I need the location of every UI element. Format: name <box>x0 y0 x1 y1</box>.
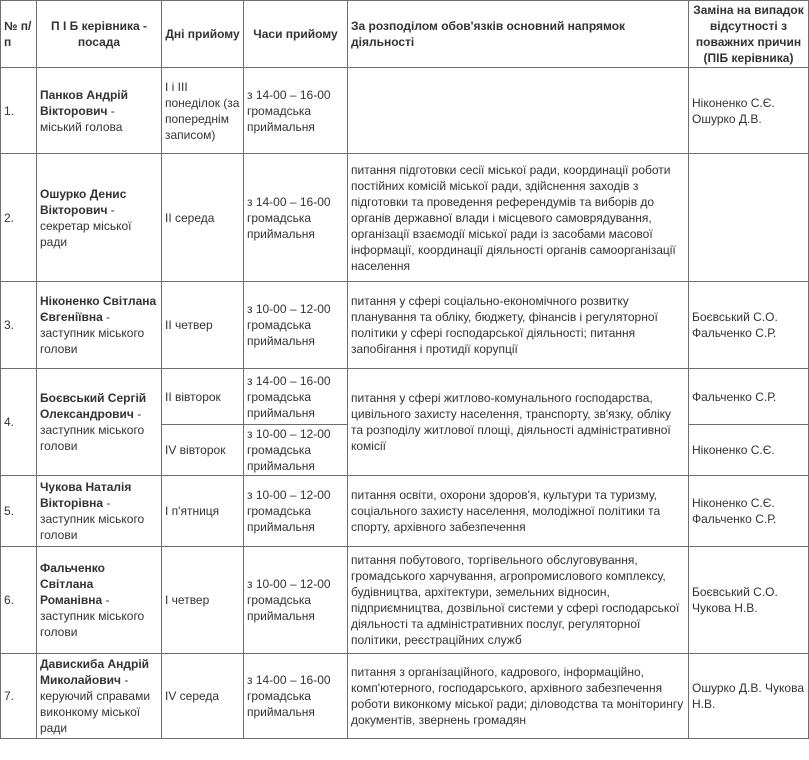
person-name: Боєвський Сергій Олександрович <box>40 391 147 421</box>
header-name: П І Б керівника - посада <box>37 1 162 68</box>
row-person <box>37 68 162 154</box>
person-position: - заступник міського голови <box>40 593 145 639</box>
table-row <box>1 369 809 425</box>
row-replace <box>689 154 809 282</box>
row-day: ІІ середа <box>162 154 244 282</box>
table-row <box>1 547 809 654</box>
row-num: 6. <box>1 547 37 654</box>
row-hours: з 14-00 – 16-00 громадська приймальня <box>244 369 348 425</box>
person-position: - керуючий справами виконкому міської ради <box>40 673 151 735</box>
header-days: Дні прийому <box>162 1 244 68</box>
table-row <box>1 68 809 154</box>
row-replace: Ошурко Д.В. Чукова Н.В. <box>689 654 809 739</box>
row-duties: питання освіти, охорони здоров'я, культури та туризму, соціального захисту населення, молодіжної політики та спорту, архівного забезпечення <box>348 476 689 547</box>
row-replace-second: Ніконенко С.Є. <box>689 425 809 476</box>
row-duties: питання у сфері житлово-комунального господарства, цивільного захисту населення, транспорту, зв'язку, обліку та розподілу житлової площі, діяльності адміністративної комісії <box>348 369 689 476</box>
header-num: № п/п <box>1 1 37 68</box>
row-day: І четвер <box>162 547 244 654</box>
person-position: - секретар міської ради <box>40 202 132 249</box>
row-replace: Боєвський С.О. Чукова Н.В. <box>689 547 809 654</box>
row-duties <box>348 68 689 154</box>
row-duties: питання у сфері соціально-економічного розвитку планування та обліку, бюджету, фінансів і регуляторної політики у сфері господарської діяльності; питання запобігання і протидії корупції <box>348 282 689 369</box>
row-day: ІІ вівторок <box>162 369 244 425</box>
person-name: Ошурко Денис Вікторович <box>40 186 127 217</box>
row-num: 3. <box>1 282 37 369</box>
row-person <box>37 154 162 282</box>
header-duties: За розподілом обов'язків основний напрямок діяльності <box>348 1 689 68</box>
row-num: 5. <box>1 476 37 547</box>
row-person <box>37 654 162 739</box>
row-day: ІV середа <box>162 654 244 739</box>
person-position: - заступник міського голови <box>40 310 145 356</box>
row-day: ІІ четвер <box>162 282 244 369</box>
row-num: 1. <box>1 68 37 154</box>
person-name: Панков Андрій Вікторович <box>40 87 129 118</box>
row-hours: з 10-00 – 12-00 громадська приймальня <box>244 547 348 654</box>
row-person <box>37 369 162 476</box>
row-replace: Ніконенко С.Є. Ошурко Д.В. <box>689 68 809 154</box>
row-hours-second: з 10-00 – 12-00 громадська приймальня <box>244 425 348 476</box>
row-hours: з 14-00 – 16-00 громадська приймальня <box>244 654 348 739</box>
table-row <box>1 154 809 282</box>
table-row <box>1 282 809 369</box>
person-position: - заступник міського голови <box>40 496 145 542</box>
row-num: 4. <box>1 369 37 476</box>
person-name: Фальченко Світлана Романівна <box>40 561 105 607</box>
person-position: - міський голова <box>40 103 123 134</box>
row-person <box>37 547 162 654</box>
row-day-second: ІV вівторок <box>162 425 244 476</box>
row-day: І і ІІІ понеділок (за попереднім записом) <box>162 68 244 154</box>
table-row <box>1 654 809 739</box>
row-hours: з 14-00 – 16-00 громадська приймальня <box>244 154 348 282</box>
header-row <box>1 1 809 68</box>
header-replace: Заміна на випадок відсутності з поважних причин (ПІБ керівника) <box>689 1 809 68</box>
person-name: Ніконенко Світлана Євгеніївна <box>40 294 157 324</box>
row-duties: питання підготовки сесії міської ради, координації роботи постійних комісій міської ради, здійснення заходів з підготовки та проведення референдумів та виборів до органів державної влади і місцевого самоврядування, організації взаємодії міської ради із засобами масової інформації, координації діяльності органів самоорганізації населення <box>348 154 689 282</box>
row-person <box>37 476 162 547</box>
person-position: - заступник міського голови <box>40 407 145 453</box>
row-replace: Ніконенко С.Є. Фальченко С.Р. <box>689 476 809 547</box>
person-name: Чукова Наталія Вікторівна <box>40 480 132 510</box>
row-hours: з 10-00 – 12-00 громадська приймальня <box>244 282 348 369</box>
header-hours: Часи прийому <box>244 1 348 68</box>
row-hours: з 10-00 – 12-00 громадська приймальня <box>244 476 348 547</box>
row-hours: з 14-00 – 16-00 громадська приймальня <box>244 68 348 154</box>
row-day: І п'ятниця <box>162 476 244 547</box>
row-person <box>37 282 162 369</box>
row-duties: питання побутового, торгівельного обслуговування, громадського харчування, агропромислового комплексу, будівництва, архітектури, земельних відносин, підприємництва, дозвільної системи у сфері господарської діяльності та адміністративних послуг, регуляторної політики, реєстраційних служб <box>348 547 689 654</box>
row-num: 7. <box>1 654 37 739</box>
row-duties: питання з організаційного, кадрового, інформаційно, комп'ютерного, господарського, архівного забезпечення роботи виконкому міської ради; діловодства та моніторингу документів, звернень громадян <box>348 654 689 739</box>
person-name: Давискиба Андрій Миколайович <box>40 657 150 687</box>
row-replace: Боєвський С.О. Фальченко С.Р. <box>689 282 809 369</box>
row-num: 2. <box>1 154 37 282</box>
table-row <box>1 476 809 547</box>
row-replace: Фальченко С.Р. <box>689 369 809 425</box>
